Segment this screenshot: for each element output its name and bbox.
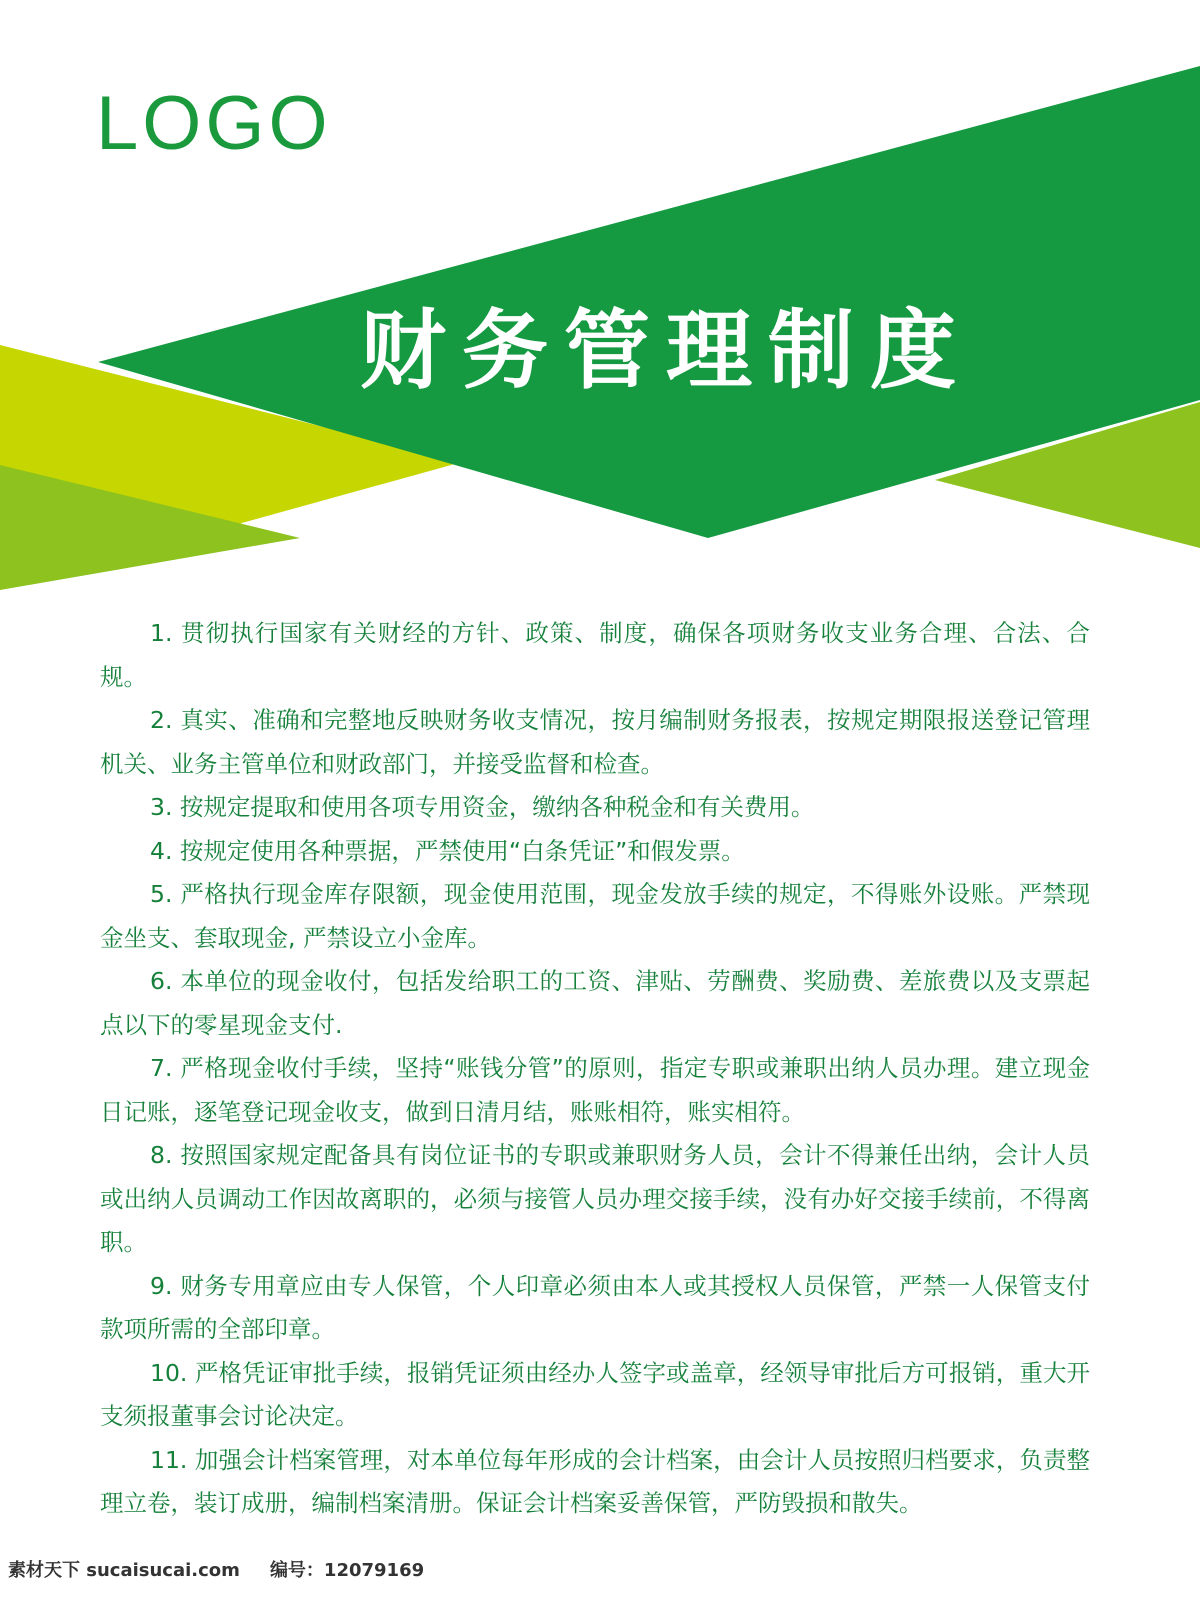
rule-item: 2. 真实、准确和完整地反映财务收支情况，按月编制财务报表，按规定期限报送登记管理机关、业务主管单位和财政部门，并接受监督和检查。 bbox=[100, 706, 1090, 778]
rule-item: 7. 严格现金收付手续，坚持“账钱分管”的原则，指定专职或兼职出纳人员办理。建立现金日记账，逐笔登记现金收支，做到日清月结，账账相符，账实相符。 bbox=[100, 1054, 1090, 1126]
watermark bbox=[8, 1562, 424, 1580]
rules-list bbox=[100, 612, 1090, 1526]
rule-item: 9. 财务专用章应由专人保管，个人印章必须由本人或其授权人员保管，严禁一人保管支付款项所需的全部印章。 bbox=[100, 1271, 1090, 1343]
rule-item: 6. 本单位的现金收付，包括发给职工的工资、津贴、劳酬费、奖励费、差旅费以及支票起点以下的零星现金支付. bbox=[100, 967, 1090, 1039]
rule-item: 10. 严格凭证审批手续，报销凭证须由经办人签字或盖章，经领导审批后方可报销，重大开支须报董事会讨论决定。 bbox=[100, 1358, 1090, 1430]
rule-item: 4. 按规定使用各种票据，严禁使用“白条凭证”和假发票。 bbox=[150, 836, 745, 865]
page-title: 财务管理制度 bbox=[360, 301, 972, 401]
rule-item: 3. 按规定提取和使用各项专用资金，缴纳各种税金和有关费用。 bbox=[150, 793, 815, 821]
rule-item: 8. 按照国家规定配备具有岗位证书的专职或兼职财务人员，会计不得兼任出纳，会计人员或出纳人员调动工作因故离职的，必须与接管人员办理交接手续，没有办好交接手续前，不得离职。 bbox=[100, 1141, 1090, 1256]
logo-text: LOGO bbox=[96, 81, 332, 166]
watermark-id: 编号：12079169 bbox=[269, 1560, 425, 1581]
rule-item: 1. 贯彻执行国家有关财经的方针、政策、制度，确保各项财务收支业务合理、合法、合规。 bbox=[100, 619, 1090, 691]
watermark-site: 素材天下 sucaisucai.com bbox=[8, 1560, 240, 1581]
rule-item: 11. 加强会计档案管理，对本单位每年形成的会计档案，由会计人员按照归档要求，负责整理立卷，装订成册，编制档案清册。保证会计档案妥善保管，严防毁损和散失。 bbox=[100, 1445, 1090, 1517]
rule-item: 5. 严格执行现金库存限额，现金使用范围，现金发放手续的规定，不得账外设账。严禁现金坐支、套取现金, 严禁设立小金库。 bbox=[100, 880, 1090, 952]
